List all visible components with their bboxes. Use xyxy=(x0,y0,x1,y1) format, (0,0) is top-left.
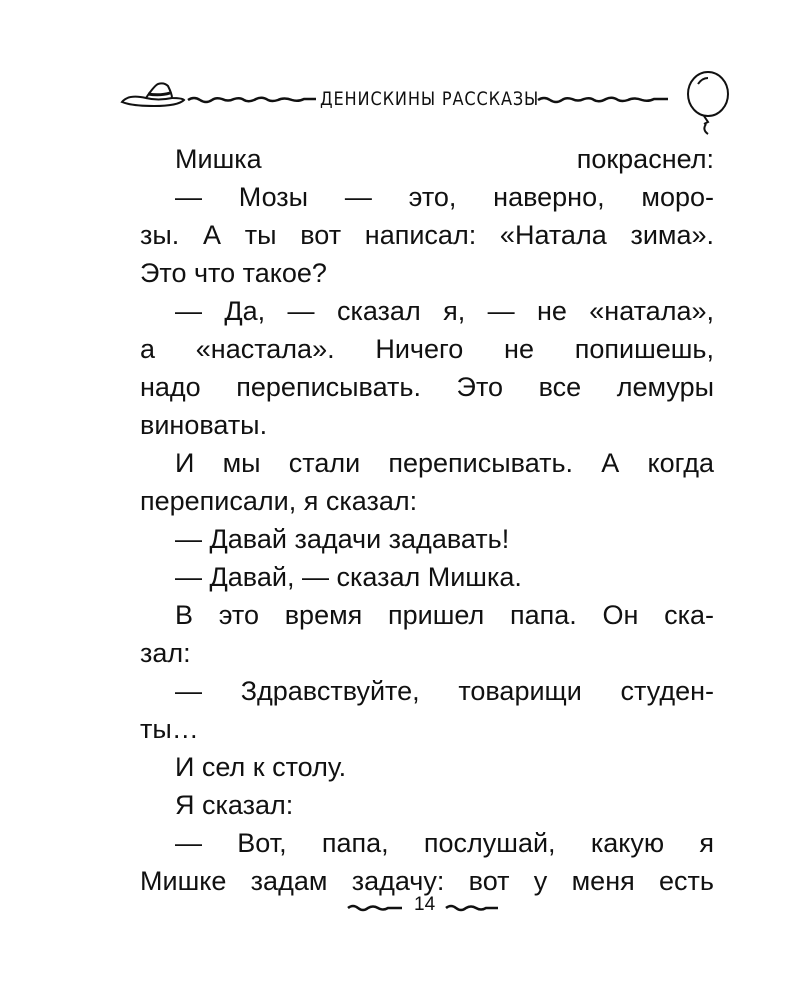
page-footer xyxy=(340,888,510,928)
text-line: — Давай задачи задавать! xyxy=(175,524,510,554)
left-squiggle-ornament xyxy=(188,98,316,102)
text-line: — Мозы — это, наверно, моро- xyxy=(175,182,714,212)
story-text xyxy=(140,140,714,900)
footer-left-squiggle xyxy=(348,906,402,910)
running-header-title: ДЕНИСКИНЫ РАССКАЗЫ xyxy=(320,88,540,110)
footer-right-squiggle xyxy=(446,906,498,910)
text-line: — Да, — сказал я, — не «натала», xyxy=(175,296,714,326)
text-line: Я сказал: xyxy=(175,790,294,820)
text-line: И мы стали переписывать. А когда xyxy=(175,448,714,478)
text-line: зал: xyxy=(140,638,191,668)
text-line: В это время пришел папа. Он ска- xyxy=(175,600,714,630)
text-line: надо переписывать. Это все лемуры xyxy=(140,372,714,402)
page-number: 14 xyxy=(414,894,436,915)
text-line: — Вот, папа, послушай, какую я xyxy=(175,828,714,858)
text-line: И сел к столу. xyxy=(175,752,347,782)
text-line: — Давай, — сказал Мишка. xyxy=(175,562,522,592)
right-squiggle-ornament xyxy=(538,98,668,102)
text-line: Это что такое? xyxy=(140,258,327,288)
hat-icon xyxy=(122,83,184,106)
text-line: переписали, я сказал: xyxy=(140,486,418,516)
running-header xyxy=(118,70,738,140)
balloon-icon xyxy=(688,72,728,134)
text-line: Мишке задам задачу: вот у меня есть xyxy=(140,866,714,896)
text-line: ты… xyxy=(140,714,199,744)
text-line: — Здравствуйте, товарищи студен- xyxy=(175,676,714,706)
text-line: зы. А ты вот написал: «Натала зима». xyxy=(140,220,714,250)
text-line: Мишка покраснел: xyxy=(175,144,714,174)
text-line: а «настала». Ничего не попишешь, xyxy=(140,334,714,364)
text-line: виноваты. xyxy=(140,410,268,440)
